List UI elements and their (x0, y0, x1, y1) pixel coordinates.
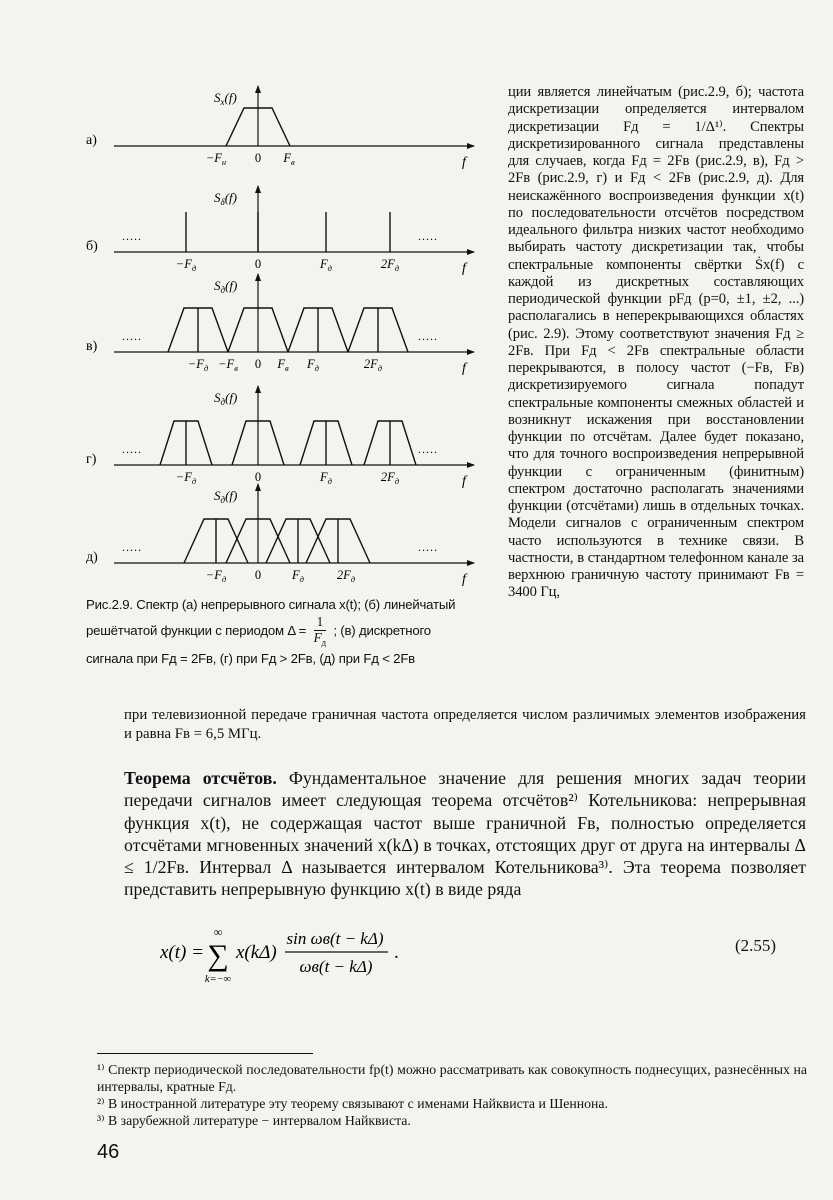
dots-left: ..... (122, 329, 142, 343)
tick-label: 0 (254, 568, 262, 582)
tick-label: $2F_д$ (363, 357, 383, 373)
footnote-rule (97, 1053, 313, 1054)
tick-label: $-F_в$ (218, 357, 238, 373)
tick-label: $F_д$ (320, 257, 332, 273)
panel-label: в) (86, 339, 98, 354)
footnotes (97, 1061, 807, 1129)
tick-label: 0 (254, 257, 262, 271)
dots-left: ..... (122, 229, 142, 243)
tick-label: $F_д$ (320, 470, 332, 486)
dots-right: ..... (418, 229, 438, 243)
equation-number: (2.55) (735, 936, 777, 955)
tick-label: $-F_д$ (175, 470, 197, 486)
continuation-text (124, 706, 806, 744)
caption-line-1: Рис.2.9. Спектр (а) непрерывного сигнала x(t); (б) линейчатый (86, 597, 456, 612)
tick-label: $2F_д$ (336, 568, 356, 584)
right-column-text (508, 84, 804, 602)
footnote-3: ³⁾ В зарубежной литературе − интервалом Найквиста. (97, 1113, 411, 1128)
theorem-title: Теорема отсчётов. (124, 768, 277, 788)
panel-4 (86, 386, 474, 489)
sum-upper-limit: ∞ (213, 925, 223, 939)
tick-label: $-F_д$ (205, 568, 227, 584)
y-axis-label: $S_д(f)$ (214, 488, 238, 505)
footnote-2: ²⁾ В иностранной литературе эту теорему связывают с именами Найквиста и Шеннона. (97, 1096, 608, 1111)
y-axis-label: $S_x(f)$ (214, 90, 237, 107)
page-number: 46 (97, 1141, 120, 1163)
x-axis-label: f (462, 361, 466, 376)
panel-label: б) (86, 239, 98, 254)
tick-label: $2F_д$ (380, 257, 400, 273)
paragraph (124, 767, 806, 901)
caption-fraction: $\frac{1}{F_д}$ (313, 614, 326, 648)
dots-right: ..... (418, 329, 438, 343)
tick-label: $-F_д$ (187, 357, 209, 373)
tick-label: $F_в$ (277, 357, 289, 373)
equation-term: x(kΔ) (236, 942, 277, 963)
dots-left: ..... (122, 442, 142, 456)
theorem-section (124, 767, 806, 901)
x-axis-label: f (462, 261, 466, 276)
spectrum-figure (86, 80, 486, 600)
paragraph: при телевизионной передаче граничная частота определяется числом различимых элементов изображения и равна Fв = 6,5 МГц. (124, 707, 806, 742)
figure-caption (86, 594, 491, 670)
equation-denominator: ωв(t − kΔ) (299, 957, 373, 976)
equation-lhs: x(t) = (160, 942, 204, 963)
tick-label: $F_в$ (283, 151, 295, 167)
theorem-text: Фундаментальное значение для решения многих задач теории передачи сигналов имеет следующая теорема отсчётов²⁾ Котельникова: непрерывная функция x(t), не содержащая частот выше граничной Fв, полностью определяется отсчётами мгновенных значений x(kΔ) в точках, отстоящих друг от друга на интервалы Δ ≤ 1/2Fв. Интервал Δ называется интервалом Котельникова³⁾. Эта теорема позволяет представить непрерывную функцию x(t) в виде ряда (124, 768, 807, 900)
panel-label: г) (86, 452, 97, 467)
panel-3 (86, 274, 474, 376)
dots-right: ..... (418, 442, 438, 456)
caption-line-3: сигнала при Fд = 2Fв, (г) при Fд > 2Fв, (д) при Fд < 2Fв (86, 651, 415, 667)
sum-lower-limit: k=−∞ (204, 974, 232, 985)
tick-label: 0 (254, 151, 262, 165)
tick-label: $-F_н$ (205, 151, 227, 167)
tick-label: 0 (254, 470, 262, 484)
panel-label: а) (86, 133, 97, 148)
tick-label: $2F_д$ (380, 470, 400, 486)
panel-5 (86, 484, 474, 587)
equation-2-55 (160, 922, 810, 992)
x-axis-label: f (462, 474, 466, 489)
panel-label: д) (86, 550, 98, 565)
y-axis-label: $S_д(f)$ (214, 390, 238, 407)
dots-right: ..... (418, 540, 438, 554)
tick-label: $F_д$ (307, 357, 319, 373)
x-axis-label: f (462, 572, 466, 587)
paragraph: ции является линейчатым (рис.2.9, б); частота дискретизации определяется интервалом дискретизации Fд = 1/Δ¹⁾. Спектры дискретизированного сигнала представлены для случаев, когда Fд = 2Fв (рис.2.9, в), Fд > 2Fв (рис.2.9, г) и Fд < 2Fв (рис.2.9, д). Для неискажённого воспроизведения функции x(t) по последовательности отсчётов посредством идеального фильтра низких частот необходимо выбирать частоту дискретизации так, чтобы спектральные компоненты свёртки Ṡx(f) с каждой из дискретных составляющих периодической функции pFд (p=0, ±1, ±2, ...) располагались в неперекрывающихся областях (рис. 2.9). Этому соответствуют значения Fд ≥ 2Fв. При Fд < 2Fв спектральные области перекрываются, в полосу частот (−Fв, Fв) дискретизируемого сигнала попадут спектральные компоненты смежных областей и возникнут искажения при восстановлении функции по отсчётам. Далее будет показано, что для точного воспроизведения непрерывной функции с ограниченным (финитным) спектром достаточно располагать значениями функции (отсчётами) лишь в отдельных точках. Модели сигналов с ограниченным спектром часто используются в технике связи. В частности, в стандартном телефонном канале за верхнюю граничную частоту принимают Fв = 3400 Гц, (508, 84, 804, 601)
tick-label: $F_д$ (292, 568, 304, 584)
tick-label: $-F_д$ (175, 257, 197, 273)
footnote-1: ¹⁾ Спектр периодической последовательности fp(t) можно рассматривать как совокупность поднесущих, разнесённых на интервалы, кратные Fд. (97, 1062, 807, 1094)
panel-2 (86, 186, 474, 276)
dots-left: ..... (122, 540, 142, 554)
tick-label: 0 (254, 357, 262, 371)
panel-1 (86, 86, 474, 170)
x-axis-label: f (462, 155, 466, 170)
equation-end: . (394, 942, 399, 963)
sum-sign: ∑ (207, 939, 229, 972)
caption-line-2: решётчатой функции с периодом Δ = $\frac{1}{F_д}$ ; (в) дискретного (86, 614, 431, 648)
equation-numerator: sin ωв(t − kΔ) (286, 929, 384, 948)
y-axis-label: $S_\delta(f)$ (214, 190, 237, 207)
y-axis-label: $S_д(f)$ (214, 278, 238, 295)
